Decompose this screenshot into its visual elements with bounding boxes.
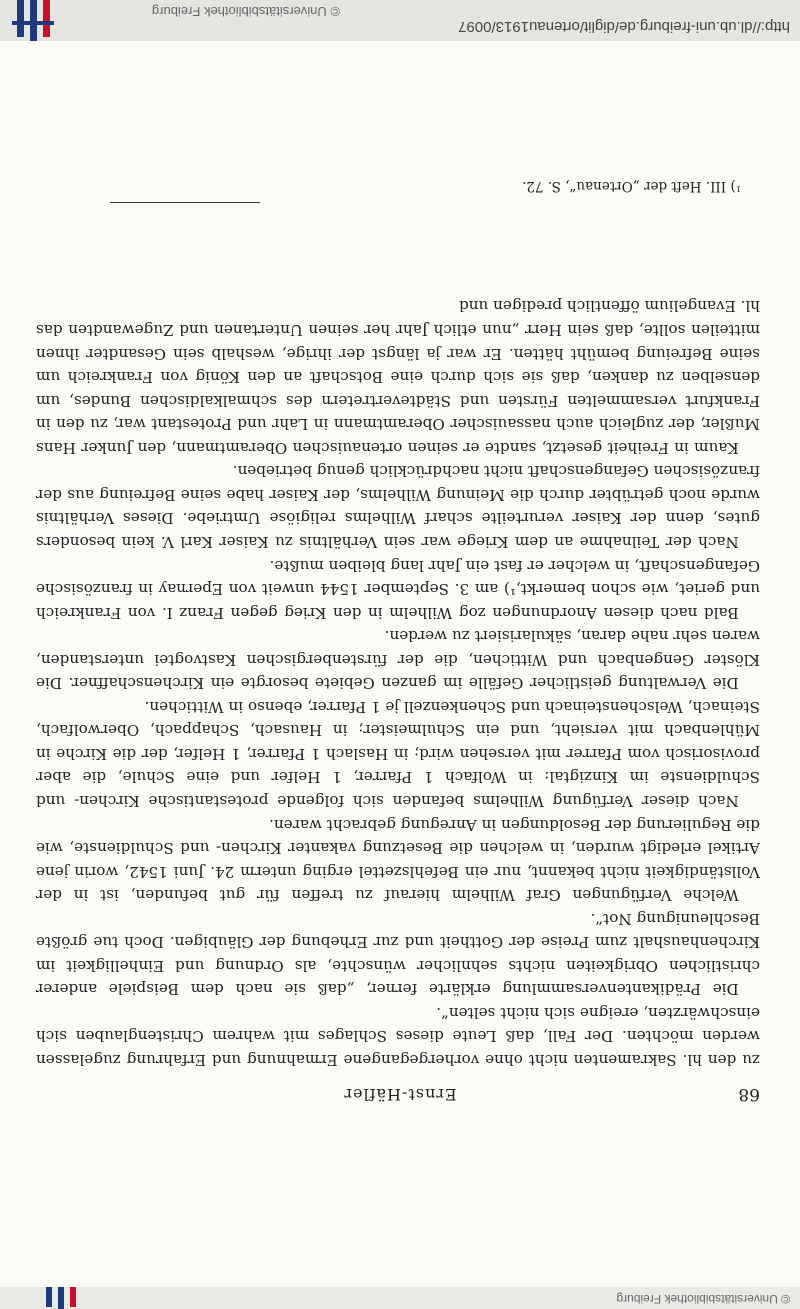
- copyright-notice: © Universitätsbibliothek Freiburg: [151, 4, 340, 19]
- library-logo-icon: [10, 0, 56, 41]
- paragraph: Die Prädikantenversammlung erklärte ferner, „daß sie nach dem Beispiele anderer christlichen Obrigkeiten nichts sehnlicher wünschte, als Ordnung und Einhelligkeit im Kirchenhaushalt zum Preise der Gottheit und zur Erhebung der Gläubigen. Doch tue größte Beschleunigung Not“.: [36, 909, 760, 999]
- library-caption: © Universitätsbibliothek Freiburg: [616, 1292, 790, 1306]
- url-bar: [0, 0, 800, 41]
- body-text: [36, 294, 760, 1071]
- paragraph: Welche Verfügungen Graf Wilhelm hierauf zu treffen für gut befunden, ist in der Vollständigkeit nicht bekannt, nur ein Befehlszettel erging unterm 24. Juni 1542, worin jene Artikel erledigt wurden, in welchen die Besetzung vakanter Kirchen- und Schuldienste, wie die Regulierung der Besoldungen in Anregung gebracht waren.: [36, 815, 760, 905]
- paragraph: Die Verwaltung geistlicher Gefälle im ganzen Gebiete besorgte ein Kirchenschaffner. Die Klöster Gengenbach und Wittichen, die der fürstenbergischen Kastvogtei unterstanden, waren sehr nahe daran, säkularisiert zu werden.: [36, 627, 760, 693]
- paragraph: Nach der Teilnahme an dem Kriege war sein Verhältnis zu Kaiser Karl V. kein besonders gutes, denn der Kaiser verurteilte scharf Wilhelms religiöse Umtriebe. Dieses Verhältnis wurde noch getrübter durch die Meinung Wilhelms, der Kaiser habe seine Befreiung aus der französischen Gefangenschaft nicht nachdrücklich genug betrieben.: [36, 462, 760, 551]
- footnote-rule: [110, 202, 260, 203]
- library-caption-bar: [0, 1287, 800, 1309]
- footnote: ¹) III. Heft der „Ortenau“, S. 72.: [522, 178, 742, 194]
- paragraph: Bald nach diesen Anordnungen zog Wilhelm in den Krieg gegen Franz I. von Frankreich und geriet, wie schon bemerkt,¹) am 3. September 1544 unweit von Epernay in französische Gefangenschaft, in welcher er fast ein Jahr lang bleiben mußte.: [36, 556, 760, 622]
- paragraph: Nach dieser Verfügung Wilhelms befanden sich folgende protestantische Kirchen- und Schuldienste im Kinzigtal: in Wolfach 1 Pfarrer, 1 Helfer und eine Schule, die aber provisorisch vom Pfarrer mit versehen wird; in Haslach 1 Pfarrer, 1 Helfer, der die Kirche in Mühlenbach mit versieht, und ein Schulmeister; in Hausach, Schappach, Oberwolfach, Steinach, Welschensteinach und Schenkenzell je 1 Pfarrer, ebenso in Wittichen.: [36, 697, 760, 810]
- paragraph: Kaum in Freiheit gesetzt, sandte er seinen ortenauischen Oberamtmann, den Junker Hans Mußler, der zugleich auch nassauischer Oberamtmann in Lahr und Protestant war, zu den in Frankfurt versammelten Fürsten und Städtevertretern des schmalkaldischen Bundes, um denselben zu danken, daß sie sich durch eine Botschaft an den König von Frankreich um seine Befreiung bemüht hätten. Er war ja längst der ihrige, weshalb sein Gesandter ihnen mitteilen sollte, daß sein Herr „nun etlich Jahr her seinen Untertanen und Zugewandten das hl. Evangelium öffentlich predigen und: [36, 297, 760, 457]
- library-logo-icon: [40, 1287, 80, 1309]
- source-url[interactable]: http://dl.ub.uni-freiburg.de/diglit/ortenau1913/0097: [458, 18, 790, 35]
- paragraph: zu den hl. Sakramenten nicht ohne vorhergegangene Ermahnung und Erfahrung zugelassen werden möchten. Der Fall, daß Leute dieses Schlages mit wahrem Christenglauben sich einschwärzten, ereigne sich nicht selten“.: [36, 1003, 760, 1069]
- page-number: 68: [738, 1084, 760, 1104]
- running-head: Ernst-Häfler: [343, 1085, 457, 1104]
